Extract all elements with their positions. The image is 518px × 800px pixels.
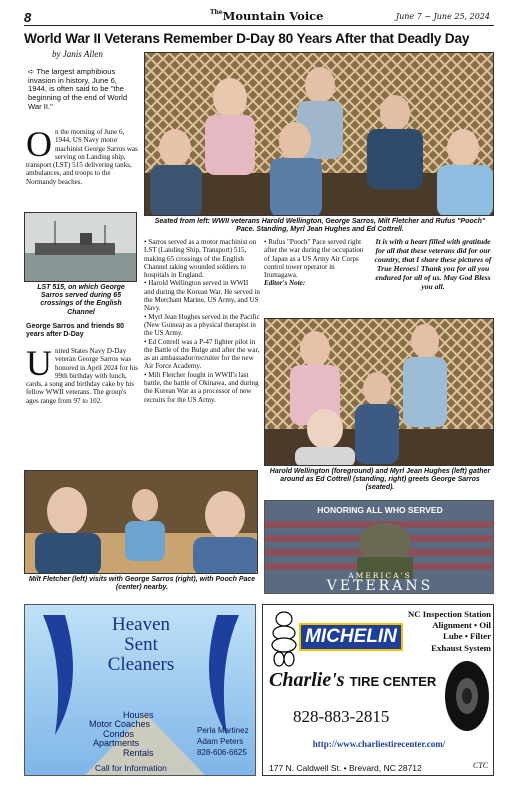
tire-service-2: Lube • Filter bbox=[442, 631, 491, 642]
contact-1: Perla Martinez bbox=[197, 726, 249, 735]
visit-photo-image bbox=[25, 471, 258, 574]
paragraph-3-lead bbox=[26, 449, 138, 467]
arrow-icon: ➪ bbox=[28, 67, 35, 76]
cleaners-call: Call for Information bbox=[95, 763, 167, 773]
service-2: Condos bbox=[103, 728, 135, 739]
tire-address: 177 N. Caldwell St. • Brevard, NC 28712 bbox=[269, 763, 422, 773]
shop-name-suffix: TIRE CENTER bbox=[349, 674, 437, 689]
veterans-banner bbox=[264, 500, 494, 594]
page-header bbox=[24, 10, 494, 26]
paragraph-6: • Ed Cottrell was a P-47 fighter pilot in the Battle of the Bulge and after the war, as an ambassador/recruiter for the new Air Force Academy. bbox=[144, 337, 260, 371]
greeting-photo-caption: Harold Wellington (foreground) and Myrl Jean Hughes (left) gather around as Ed Cottrell (standing, right) greets George Sarros (seated). bbox=[269, 468, 491, 492]
group-photo-caption: Seated from left: WWII veterans Harold Wellington, George Sarros, Milt Fletcher and Rufus "Pooch" Pace. Standing, Myrl Jean Hughes and Ed Cottrell. bbox=[154, 218, 486, 234]
tire-phone: 828-883-2815 bbox=[293, 707, 390, 726]
drop-cap-2: U bbox=[26, 343, 52, 383]
cleaners-line1: Heaven bbox=[111, 614, 171, 635]
greeting-photo-image bbox=[265, 319, 494, 466]
visit-photo-caption: Milt Fletcher (left) visits with George Sarros (right), with Pooch Pace (center) nearby. bbox=[28, 576, 256, 592]
banner-top: HONORING ALL WHO SERVED bbox=[317, 505, 443, 515]
paragraph-5: • Myrl Jean Hughes served in the Pacific (New Guinea) as a physical therapist in the US Army. bbox=[144, 312, 260, 338]
service-4: Rentals bbox=[123, 747, 154, 758]
paragraph-4: • Harold Wellington served in WWII and during the Korean War. He served in the Merchant Marine, US Army, and US Navy. bbox=[144, 279, 260, 313]
cleaners-ad bbox=[24, 604, 256, 776]
tire-ad bbox=[262, 604, 494, 776]
tire-icon bbox=[443, 659, 491, 733]
tire-service-3: Exhaust System bbox=[431, 642, 491, 653]
paragraph-2 bbox=[26, 343, 138, 405]
page-number: 8 bbox=[24, 10, 32, 25]
issue-dates: June 7 ~ June 25, 2024 bbox=[395, 12, 490, 21]
ctc-mark: CTC bbox=[473, 761, 489, 770]
paragraph-2-text: nited States Navy D-Day veteran George Sarros was honored in April 2024 for his 99th birthday with lunch, cards, a song and birthday cake by his fellow WWII veterans. The group's ages range from 97 to 102. bbox=[26, 347, 138, 405]
lst-photo bbox=[24, 212, 137, 282]
shop-name-charlies: Charlie's bbox=[269, 669, 345, 691]
service-0: Houses bbox=[123, 710, 154, 720]
cleaners-line3: Cleaners bbox=[107, 654, 175, 675]
visit-photo bbox=[24, 470, 258, 574]
masthead-the: The bbox=[210, 9, 223, 16]
masthead bbox=[210, 9, 324, 23]
service-3: Apartments bbox=[93, 738, 140, 749]
banner-line1: AMERICA'S bbox=[348, 571, 412, 580]
lst-photo-image bbox=[25, 213, 137, 282]
michelin-logo: MICHELIN bbox=[299, 623, 403, 651]
editors-note-label: Editor's Note: bbox=[264, 279, 306, 288]
column-2 bbox=[144, 238, 260, 404]
paragraph-8: • Rufus "Pooch" Pace served right after the war during the occupation of Japan as a US Army Air Corps control tower operator in Irumagawa. bbox=[264, 238, 364, 280]
cleaners-contacts bbox=[197, 725, 256, 758]
intro-paragraph bbox=[28, 68, 132, 112]
friends-heading: George Sarros and friends 80 years after D-Day bbox=[26, 323, 125, 339]
paragraph-1-text: n the morning of June 6, 1944, US Navy motor machinist George Sarros was serving on Landing ship, transport (LST) 515 delivering tanks, ambulances, and troops to the Normandy beaches. bbox=[26, 128, 138, 186]
byline: by Janis Allen bbox=[52, 49, 103, 59]
intro-text: The largest amphibious invasion in history, June 6, 1944, is often said to be "the beginning of the end of World War II." bbox=[28, 67, 128, 111]
shop-name bbox=[269, 669, 436, 692]
greeting-photo bbox=[264, 318, 494, 466]
masthead-name: Mountain Voice bbox=[222, 9, 324, 23]
paragraph-7: • Milt Fletcher fought in WWII's last battle, the battle of Okinawa, and during the Korean War as a processor of new recruits for the US Army. bbox=[144, 370, 259, 404]
column-3 bbox=[264, 238, 366, 288]
tire-service-1: Alignment • Oil bbox=[432, 620, 491, 631]
editors-note: It is with a heart filled with gratitude for all that these veterans did for our country, that I share these pictures of True Heroes! Thank you for all you endured for all of us. May God Bless you all. bbox=[374, 237, 492, 291]
paragraph-1 bbox=[26, 124, 138, 186]
michelin-man-icon bbox=[269, 611, 299, 667]
cleaners-title bbox=[25, 615, 256, 675]
banner-line2: VETERANS bbox=[326, 578, 434, 594]
cleaners-line2: Sent bbox=[124, 634, 158, 655]
tire-url[interactable]: http://www.charliestirecenter.com/ bbox=[312, 739, 446, 749]
group-photo-image bbox=[145, 53, 494, 216]
group-photo bbox=[144, 52, 494, 216]
service-1: Motor Coaches bbox=[89, 719, 151, 730]
cleaners-phone: 828-606-6625 bbox=[197, 748, 247, 757]
cleaners-services bbox=[89, 711, 189, 758]
drop-cap: O bbox=[26, 124, 52, 164]
contact-2: Adam Peters bbox=[197, 737, 244, 746]
article-headline: World War II Veterans Remember D-Day 80 Years After that Deadly Day bbox=[24, 31, 470, 46]
lst-caption: LST 515, on which George Sarros served during 65 crossings of the English Channel bbox=[37, 284, 125, 316]
tire-service-0: NC Inspection Station bbox=[407, 609, 491, 619]
paragraph-3: • Sarros served as a motor machinist on LST (Landing Ship, Transport) 515, making 65 crossings of the English Channel taking wounded soldiers to hospitals in England. bbox=[144, 238, 257, 280]
